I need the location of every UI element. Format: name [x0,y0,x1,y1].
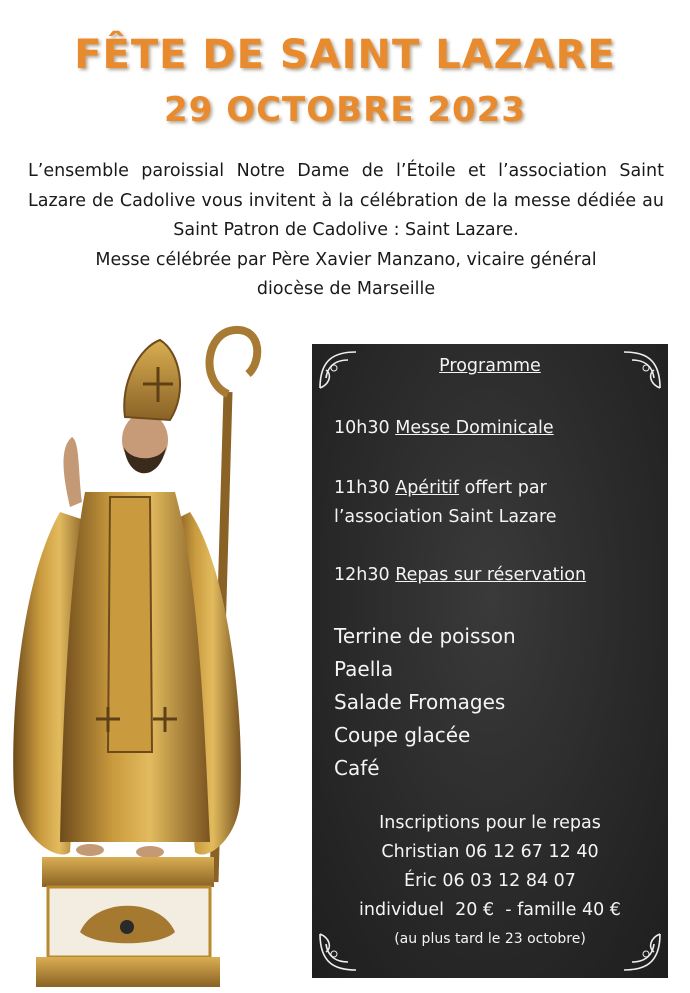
saint-lazare-statue-image [0,322,300,993]
inscriptions-block [312,809,668,954]
event-date: 29 OCTOBRE 2023 [164,90,526,130]
intro-paragraph: L’ensemble paroissial Notre Dame de l’Étoile et l’association Saint Lazare de Cadolive vous invitent à la célébration de la messe dédiée au Saint Patron de Cadolive : Saint Lazare. [28,161,664,240]
menu-list [334,620,516,785]
schedule-time: 11h30 [334,478,390,498]
menu-item: Café [334,756,380,780]
schedule-detail-line2: l’association Saint Lazare [334,507,557,527]
schedule-title: Apéritif [395,478,460,498]
menu-item: Salade Fromages [334,690,506,714]
schedule-item [334,474,654,532]
schedule-item [334,561,654,590]
schedule-item [334,414,654,443]
programme-heading: Programme [439,356,541,376]
contact-christian: Christian 06 12 67 12 40 [381,842,599,862]
menu-item: Terrine de poisson [334,624,516,648]
menu-item: Coupe glacée [334,723,471,747]
schedule-detail: offert par [459,478,547,498]
schedule-time: 12h30 [334,565,390,585]
menu-item: Paella [334,657,394,681]
contact-eric: Éric 06 03 12 84 07 [404,871,576,891]
schedule-title: Repas sur réservation [395,565,587,585]
celebrant-line-2: diocèse de Marseille [256,279,436,299]
inscriptions-heading: Inscriptions pour le repas [379,813,601,833]
intro-text [28,157,664,305]
programme-chalkboard [312,344,668,978]
schedule-title: Messe Dominicale [395,418,554,438]
schedule-time: 10h30 [334,418,390,438]
celebrant-line-1: Messe célébrée par Père Xavier Manzano, vicaire général [95,249,597,270]
price-line: individuel 20 € - famille 40 € [359,900,621,920]
deadline-note: (au plus tard le 23 octobre) [394,931,586,947]
event-title: FÊTE DE SAINT LAZARE [74,32,616,78]
